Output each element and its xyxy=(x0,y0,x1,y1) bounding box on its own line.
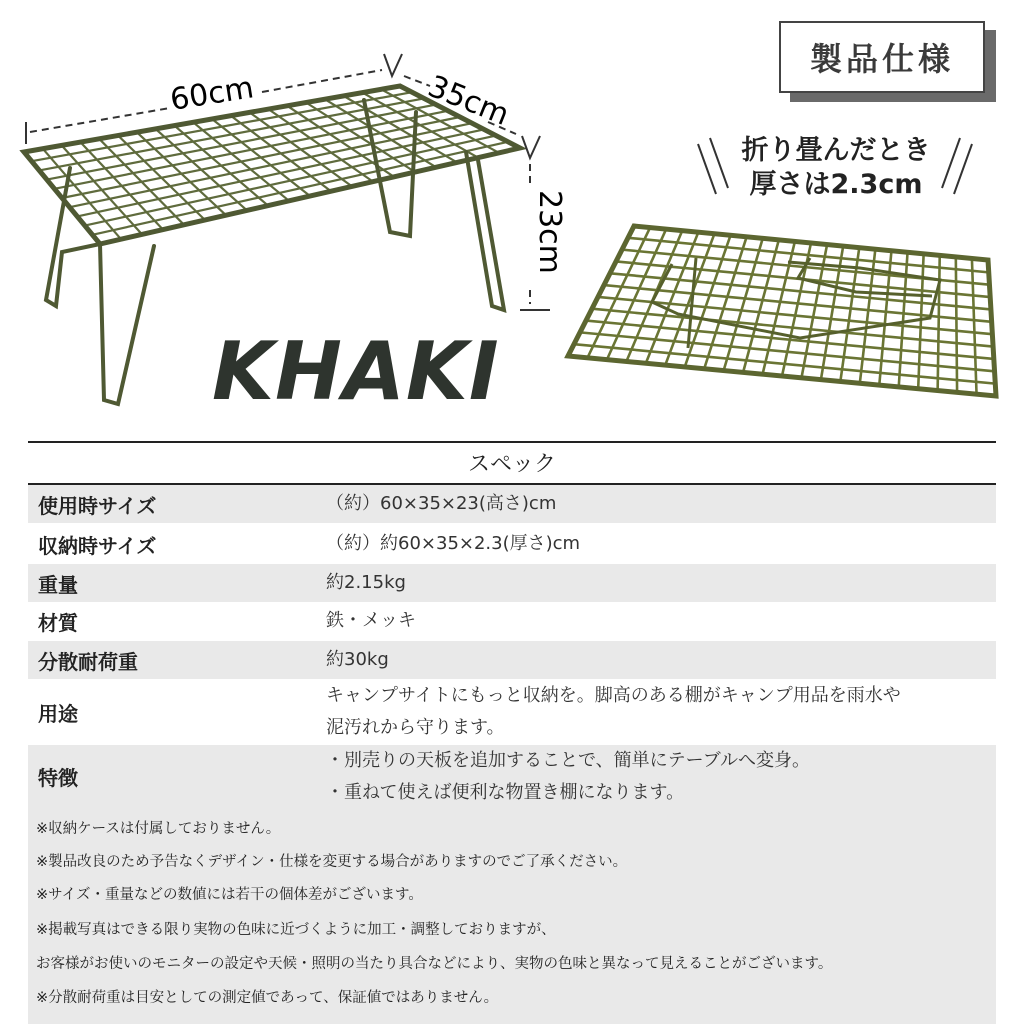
spec-row-weight xyxy=(28,564,996,602)
spec-label: 分散耐荷重 xyxy=(38,649,138,674)
note: ※収納ケースは付属しておりません。 xyxy=(36,821,281,837)
spec-row-material xyxy=(28,602,996,640)
note: ※掲載写真はできる限り実物の色味に近づくように加工・調整しておりますが、 xyxy=(36,922,556,938)
spec-value xyxy=(326,745,996,809)
note: お客様がお使いのモニターの設定や天候・照明の当たり具合などにより、実物の色味と異なって見えることがございます。 xyxy=(36,956,833,972)
spec-value: 約2.15kg xyxy=(326,572,406,593)
width-dimension: 60cm xyxy=(167,70,257,118)
spec-value: 約30kg xyxy=(326,649,389,670)
spec-label: 収納時サイズ xyxy=(38,533,157,558)
spec-value-line: ・別売りの天板を追加することで、簡単にテーブルへ変身。 xyxy=(326,749,811,771)
spec-title: スペック xyxy=(467,452,556,477)
folded-rack-illustration xyxy=(560,218,1004,408)
spec-value-line: 泥汚れから守ります。 xyxy=(326,717,505,738)
spec-label: 使用時サイズ xyxy=(38,493,157,518)
spec-value: 鉄・メッキ xyxy=(326,610,416,631)
product-spec-badge: 製品仕様 xyxy=(779,21,985,93)
spec-value-line: キャンプサイトにもっと収納を。脚高のある棚がキャンプ用品を雨水や xyxy=(326,685,901,706)
height-dimension: 23cm xyxy=(532,190,567,274)
spec-row-features xyxy=(28,745,996,808)
folded-caption-line-1: 折り畳んだとき xyxy=(741,135,931,166)
spec-value: （約）約60×35×2.3(厚さ)cm xyxy=(326,533,581,554)
spec-value-line: ・重ねて使えば便利な物置き棚になります。 xyxy=(326,781,685,803)
depth-dimension: 35cm xyxy=(423,68,514,133)
spec-row-load xyxy=(28,641,996,679)
spec-label: 材質 xyxy=(38,610,78,635)
spec-value xyxy=(326,680,996,744)
spec-label: 特徴 xyxy=(38,766,78,790)
note: ※分散耐荷重は目安としての測定値であって、保証値ではありません。 xyxy=(36,990,499,1006)
note: ※サイズ・重量などの数値には若干の個体差がございます。 xyxy=(36,887,423,903)
folded-caption-line-2: 厚さは2.3cm xyxy=(749,169,923,200)
spec-row-purpose xyxy=(28,679,996,745)
note: ※製品改良のため予告なくデザイン・仕様を変更する場合がありますのでご了承ください。 xyxy=(36,854,628,870)
spec-label: 用途 xyxy=(38,701,78,726)
folded-caption xyxy=(706,134,966,202)
spec-row-storage-size xyxy=(28,524,996,564)
spec-value: （約）60×35×23(高さ)cm xyxy=(326,493,557,514)
spec-label: 重量 xyxy=(38,572,78,597)
color-name: KHAKI xyxy=(212,325,500,418)
spec-row-usage-size xyxy=(28,485,996,523)
spec-top-rule xyxy=(28,441,996,443)
